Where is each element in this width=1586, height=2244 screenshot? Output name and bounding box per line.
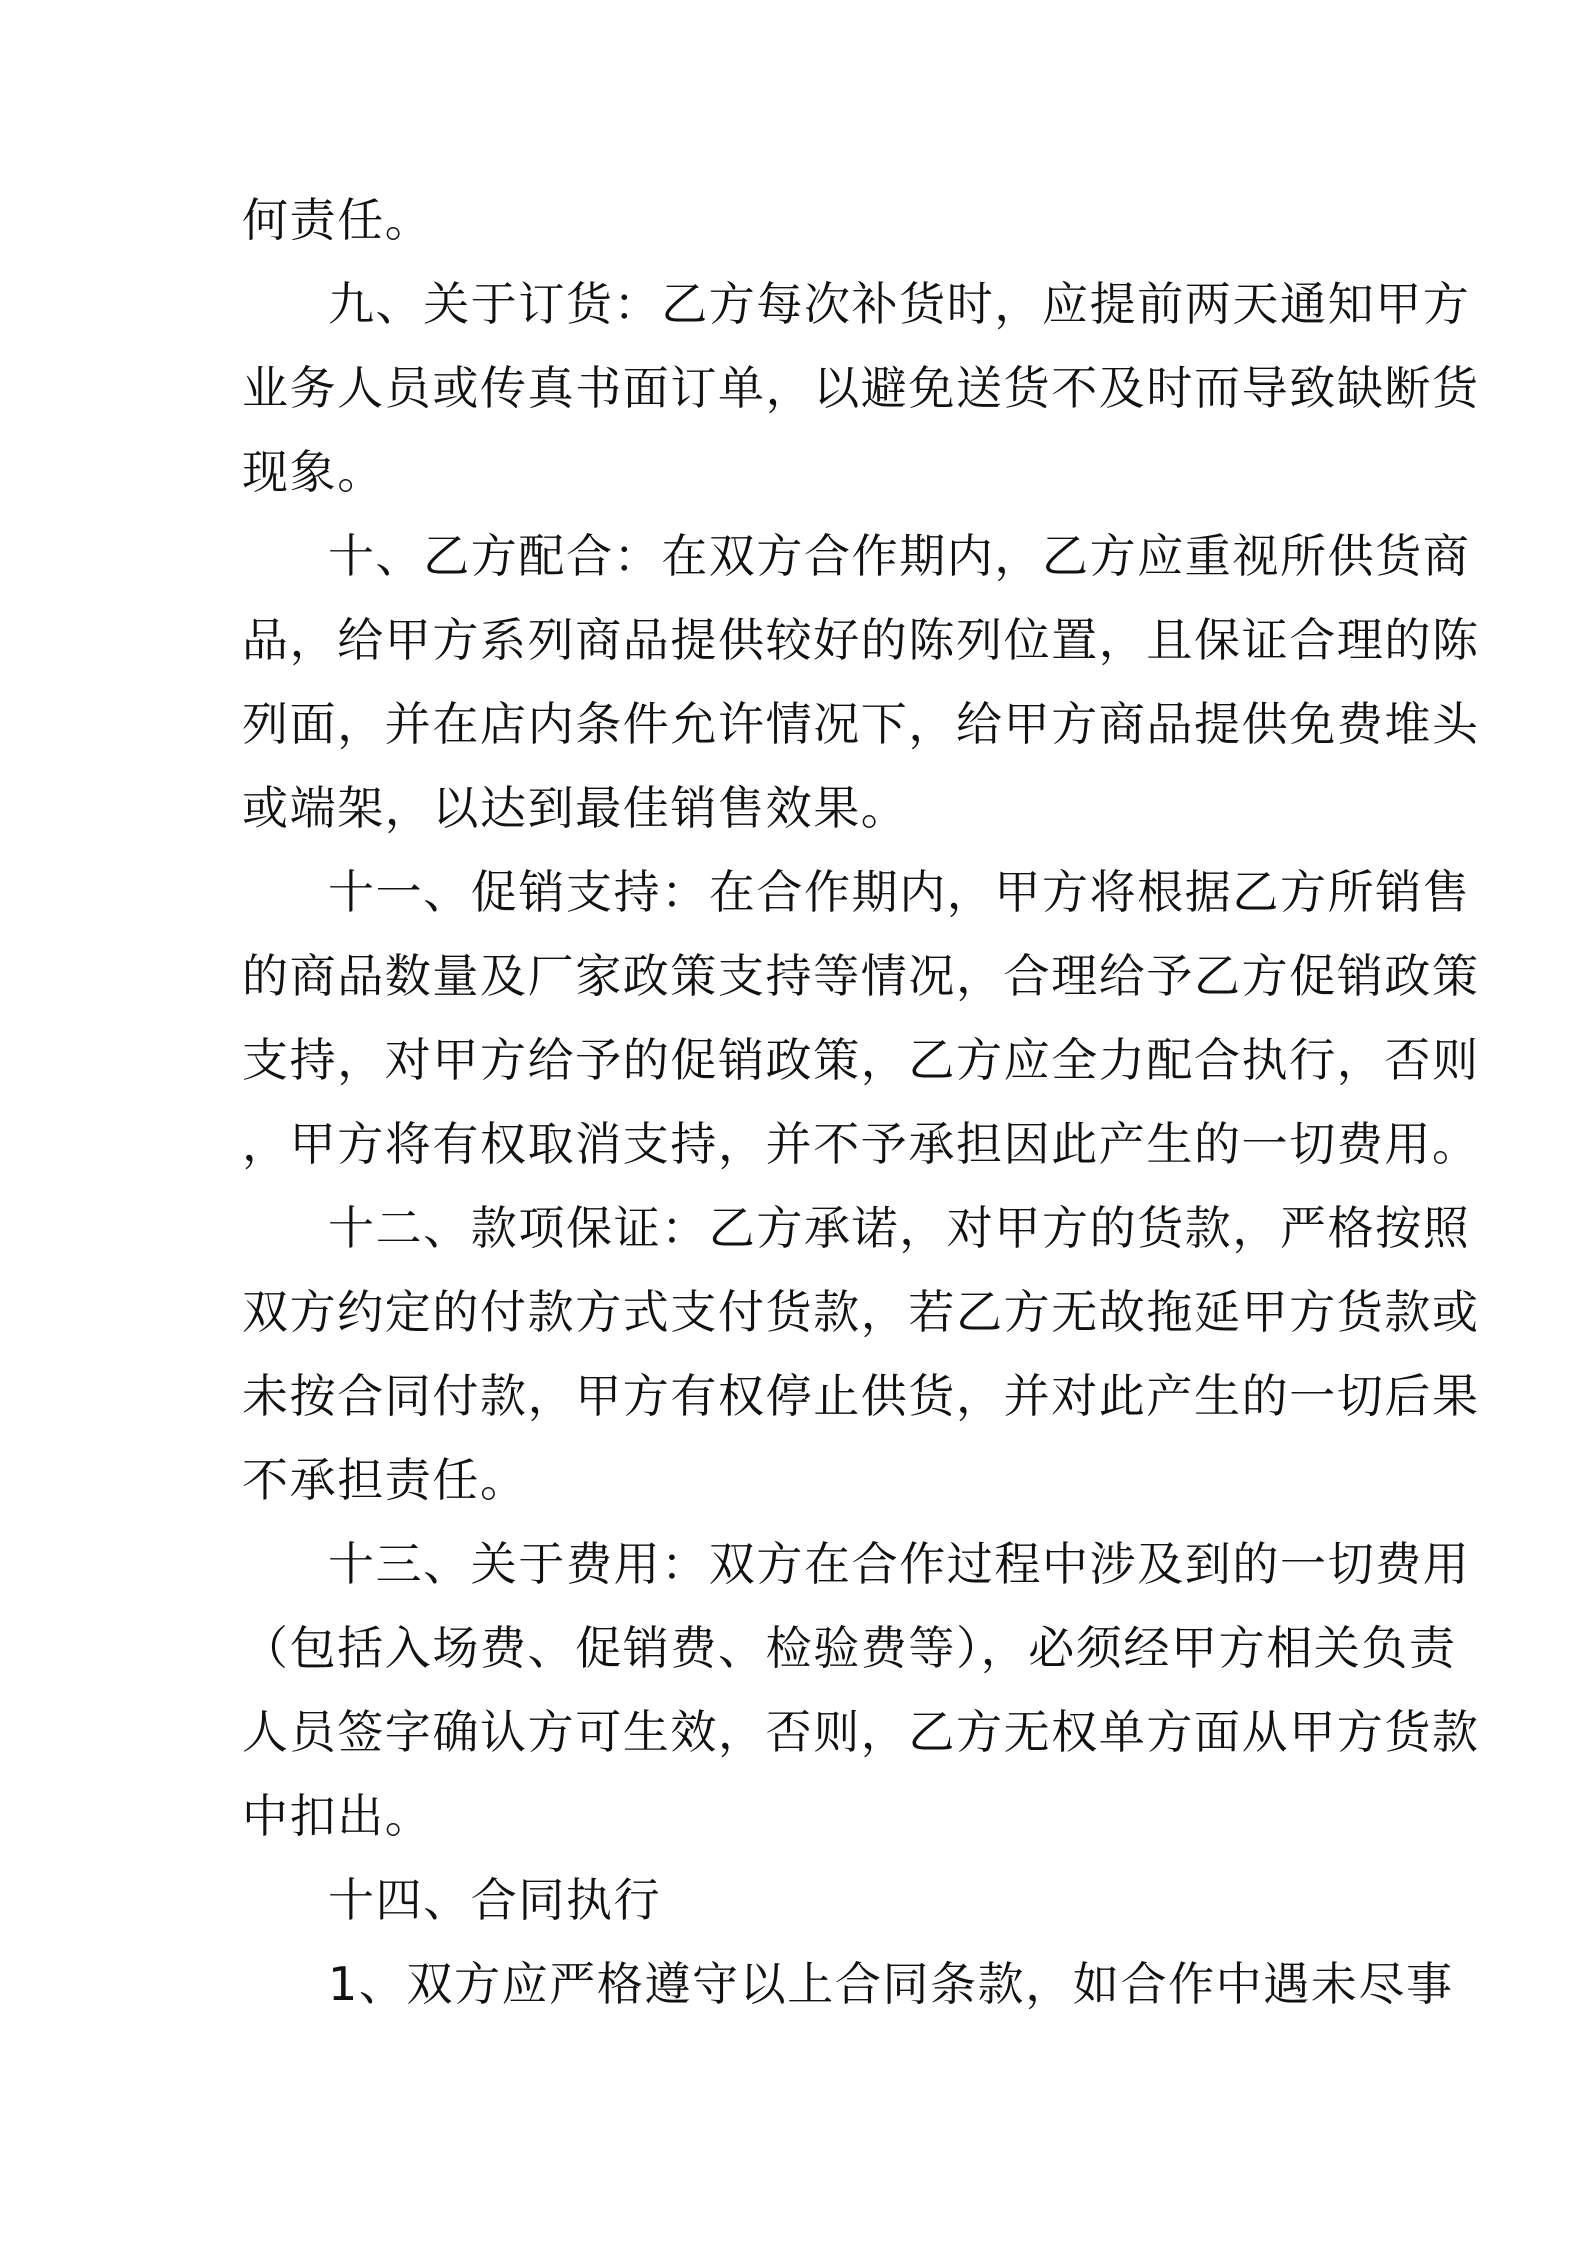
text-line: 品，给甲方系列商品提供较好的陈列位置，且保证合理的陈 <box>242 613 1480 667</box>
text-line: 业务人员或传真书面订单，以避免送货不及时而导致缺断货 <box>242 361 1480 415</box>
text-line: 现象。 <box>242 445 385 499</box>
text-line: 的商品数量及厂家政策支持等情况，合理给予乙方促销政策 <box>242 949 1480 1003</box>
text-line: 十二、款项保证：乙方承诺，对甲方的货款，严格按照 <box>328 1201 1471 1255</box>
text-line: 或端架，以达到最佳销售效果。 <box>242 781 909 835</box>
text-line: 支持，对甲方给予的促销政策，乙方应全力配合执行，否则 <box>242 1033 1480 1087</box>
text-line: 十、乙方配合：在双方合作期内，乙方应重视所供货商 <box>328 529 1471 583</box>
text-line: 双方约定的付款方式支付货款，若乙方无故拖延甲方货款或 <box>242 1285 1480 1339</box>
text-line: 中扣出。 <box>242 1789 433 1843</box>
text-line: 十三、关于费用：双方在合作过程中涉及到的一切费用 <box>328 1537 1471 1591</box>
text-line: ，甲方将有权取消支持，并不予承担因此产生的一切费用。 <box>242 1117 1480 1171</box>
text-line: 十四、合同执行 <box>328 1873 662 1927</box>
text-line: 九、关于订货：乙方每次补货时，应提前两天通知甲方 <box>328 277 1471 331</box>
text-line: 十一、促销支持：在合作期内，甲方将根据乙方所销售 <box>328 865 1471 919</box>
text-line: 列面，并在店内条件允许情况下，给甲方商品提供免费堆头 <box>242 697 1480 751</box>
text-line: 何责任。 <box>242 193 433 247</box>
text-line: 人员签字确认方可生效，否则，乙方无权单方面从甲方货款 <box>242 1705 1480 1759</box>
text-line: 1、双方应严格遵守以上合同条款，如合作中遇未尽事 <box>328 1957 1454 2011</box>
text-line: 不承担责任。 <box>242 1453 528 1507</box>
text-line: 未按合同付款，甲方有权停止供货，并对此产生的一切后果 <box>242 1369 1480 1423</box>
text-line: （包括入场费、促销费、检验费等），必须经甲方相关负责 <box>242 1621 1457 1675</box>
